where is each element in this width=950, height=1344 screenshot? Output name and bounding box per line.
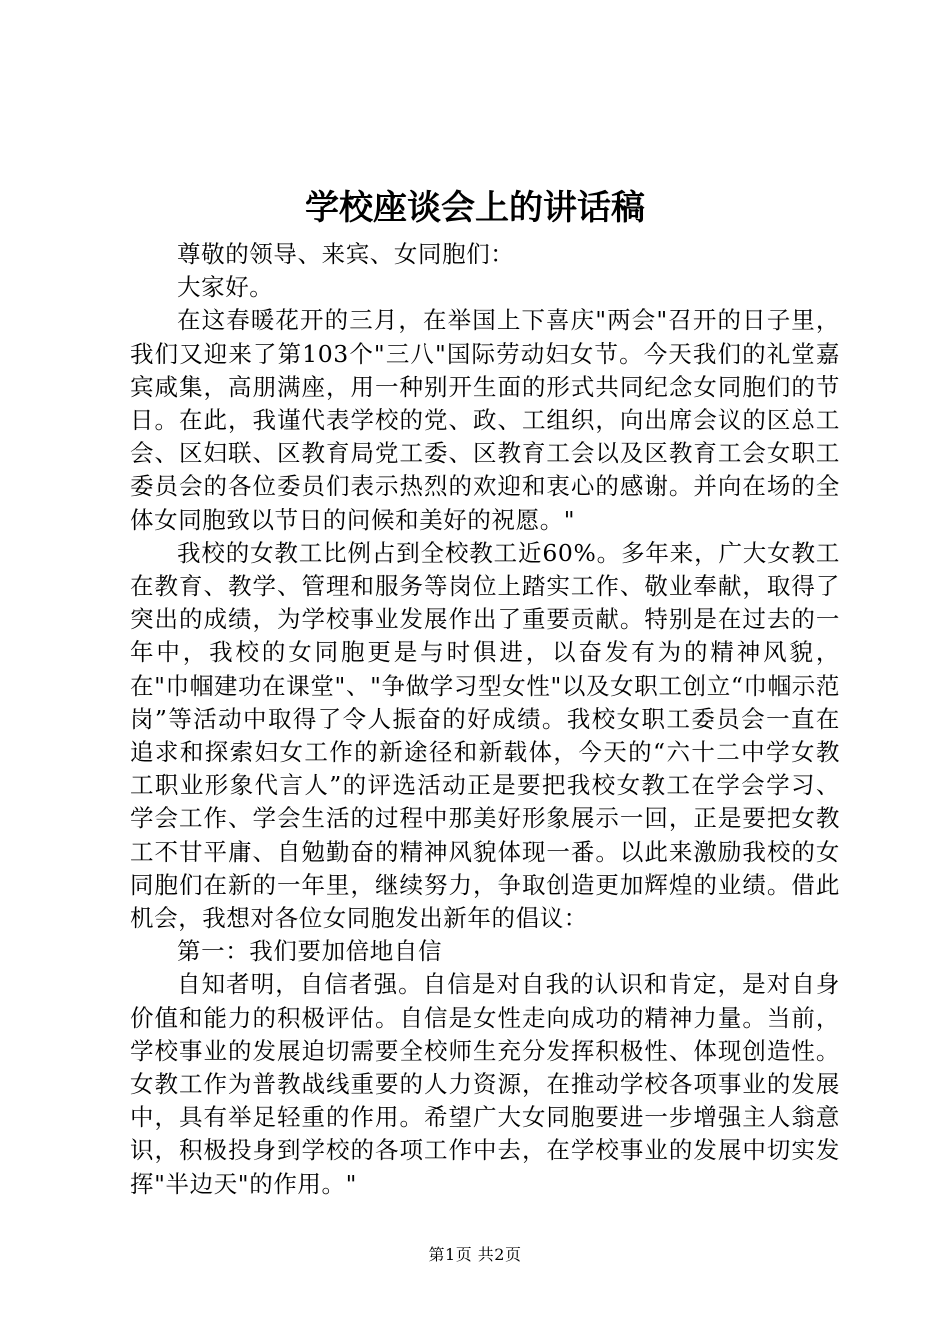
document-body: [130, 238, 840, 1201]
page-number-footer: 第1页 共2页: [428, 1245, 522, 1264]
document-title: 学校座谈会上的讲话稿: [305, 188, 645, 228]
section-heading-paragraph: 第一：我们要加倍地自信: [177, 937, 443, 966]
salutation-paragraph: 尊敬的领导、来宾、女同胞们：: [177, 240, 515, 268]
greeting-paragraph: 大家好。: [177, 273, 274, 302]
body-paragraph: 自知者明，自信者强。自信是对自我的认识和肯定，是对自身价值和能力的积极评估。自信是女性走向成功的精神力量。当前，学校事业的发展迫切需要全校师生充分发挥积极性、体现创造性。女教工作为普教战线重要的人力资源，在推动学校各项事业的发展中，具有举足轻重的作用。希望广大女同胞要进一步增强主人翁意识，积极投身到学校的各项工作中去，在学校事业的发展中切实发挥"半边天"的作用。": [130, 970, 840, 1198]
body-paragraph: 在这春暖花开的三月，在举国上下喜庆"两会"召开的日子里，我们又迎来了第103个"三八"国际劳动妇女节。今天我们的礼堂嘉宾咸集，高朋满座，用一种别开生面的形式共同纪念女同胞们的节日。在此，我谨代表学校的党、政、工组织，向出席会议的区总工会、区妇联、区教育局党工委、区教育工会以及区教育工会女职工委员会的各位委员们表示热烈的欢迎和衷心的感谢。并向在场的全体女同胞致以节日的问候和美好的祝愿。": [130, 306, 840, 534]
body-paragraph: 我校的女教工比例占到全校教工近60%。多年来，广大女教工在教育、教学、管理和服务等岗位上踏实工作、敬业奉献，取得了突出的成绩，为学校事业发展作出了重要贡献。特别是在过去的一年中，我校的女同胞更是与时俱进，以奋发有为的精神风貌，在"巾帼建功在课堂"、"争做学习型女性"以及女职工创立“巾帼示范岗”等活动中取得了令人振奋的好成绩。我校女职工委员会一直在追求和探索妇女工作的新途径和新载体，今天的“六十二中学女教工职业形象代言人”的评选活动正是要把我校女教工在学会学习、学会工作、学会生活的过程中那美好形象展示一回，正是要把女教工不甘平庸、自勉勤奋的精神风貌体现一番。以此来激励我校的女同胞们在新的一年里，继续努力，争取创造更加辉煌的业绩。借此机会，我想对各位女同胞发出新年的倡议：: [130, 538, 840, 933]
